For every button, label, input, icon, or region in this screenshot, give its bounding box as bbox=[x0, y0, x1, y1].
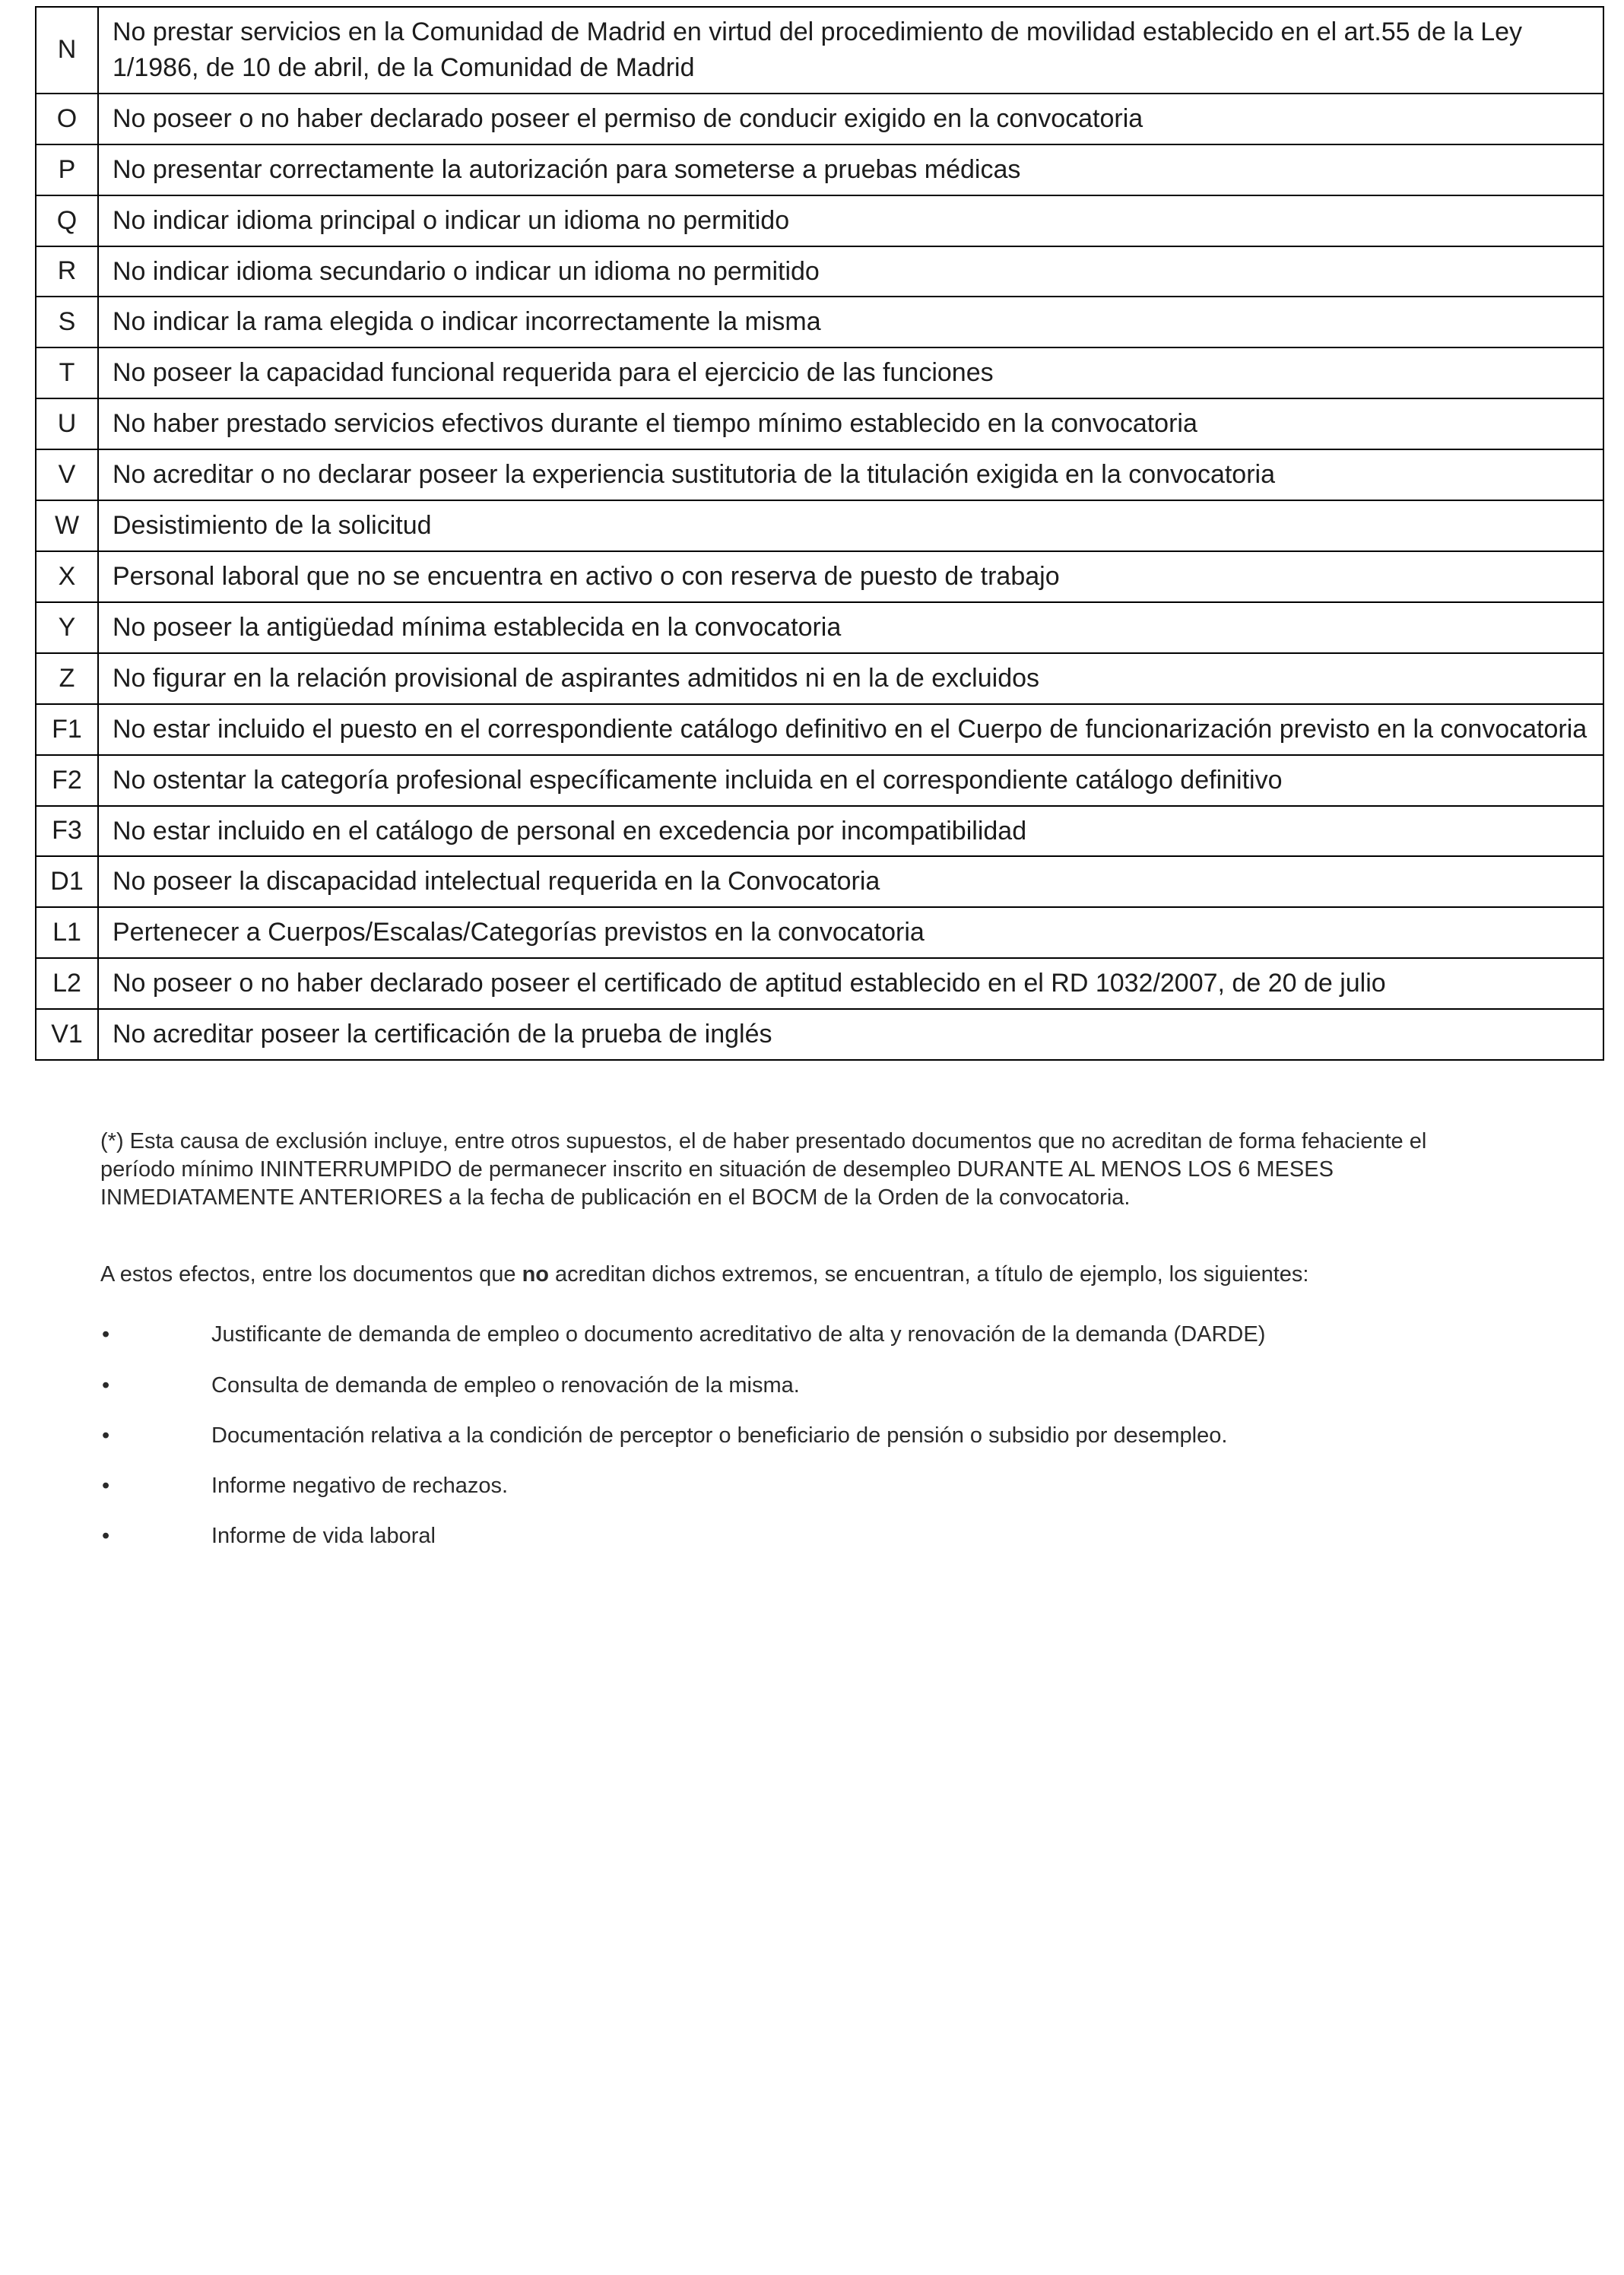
table-row bbox=[36, 7, 1603, 94]
row-code: F1 bbox=[36, 704, 98, 755]
table-row bbox=[36, 551, 1603, 602]
row-code: Z bbox=[36, 653, 98, 704]
row-code: X bbox=[36, 551, 98, 602]
list-item-text: Documentación relativa a la condición de perceptor o beneficiario de pensión o subsidio por desempleo. bbox=[211, 1423, 1228, 1448]
table-row bbox=[36, 602, 1603, 653]
row-description: No indicar idioma secundario o indicar un idioma no permitido bbox=[98, 246, 1603, 297]
list-item-text: Justificante de demanda de empleo o documento acreditativo de alta y renovación de la demanda (DARDE) bbox=[211, 1322, 1266, 1347]
list-item bbox=[100, 1372, 1469, 1399]
bullet-icon: • bbox=[102, 1474, 110, 1499]
table-row bbox=[36, 958, 1603, 1009]
table-row bbox=[36, 856, 1603, 907]
table-row bbox=[36, 94, 1603, 144]
row-code: W bbox=[36, 500, 98, 551]
row-description: No indicar la rama elegida o indicar incorrectamente la misma bbox=[98, 297, 1603, 347]
list-item-text: Informe negativo de rechazos. bbox=[211, 1474, 509, 1499]
row-description: No estar incluido en el catálogo de personal en excedencia por incompatibilidad bbox=[98, 806, 1603, 857]
row-code: T bbox=[36, 347, 98, 398]
table-row bbox=[36, 1009, 1603, 1060]
table-row bbox=[36, 806, 1603, 857]
table-row bbox=[36, 398, 1603, 449]
table-row bbox=[36, 297, 1603, 347]
row-description: No indicar idioma principal o indicar un idioma no permitido bbox=[98, 195, 1603, 246]
row-description: No estar incluido el puesto en el correspondiente catálogo definitivo en el Cuerpo de funcionarización previsto en la convocatoria bbox=[98, 704, 1603, 755]
table-row bbox=[36, 653, 1603, 704]
row-description: Personal laboral que no se encuentra en activo o con reserva de puesto de trabajo bbox=[98, 551, 1603, 602]
table-row bbox=[36, 246, 1603, 297]
row-code: F2 bbox=[36, 755, 98, 806]
row-description: Pertenecer a Cuerpos/Escalas/Categorías previstos en la convocatoria bbox=[98, 907, 1603, 958]
row-code: S bbox=[36, 297, 98, 347]
list-item-text: Informe de vida laboral bbox=[211, 1524, 436, 1549]
row-code: Q bbox=[36, 195, 98, 246]
row-code: N bbox=[36, 7, 98, 94]
intro-bold-word: no bbox=[522, 1262, 549, 1287]
table-row bbox=[36, 500, 1603, 551]
bullet-icon: • bbox=[102, 1372, 110, 1398]
list-item bbox=[100, 1472, 1469, 1499]
row-code: O bbox=[36, 94, 98, 144]
intro-text-after: acreditan dichos extremos, se encuentran, a título de ejemplo, los siguientes: bbox=[549, 1262, 1309, 1287]
row-description: No poseer la capacidad funcional requerida para el ejercicio de las funciones bbox=[98, 347, 1603, 398]
row-description: No haber prestado servicios efectivos durante el tiempo mínimo establecido en la convocatoria bbox=[98, 398, 1603, 449]
row-code: V1 bbox=[36, 1009, 98, 1060]
row-description: No prestar servicios en la Comunidad de Madrid en virtud del procedimiento de movilidad establecido en el art.55 de la Ley 1/1986, de 10 de abril, de la Comunidad de Madrid bbox=[98, 7, 1603, 94]
row-description: No poseer o no haber declarado poseer el certificado de aptitud establecido en el RD 1032/2007, de 20 de julio bbox=[98, 958, 1603, 1009]
table-row bbox=[36, 449, 1603, 500]
row-code: F3 bbox=[36, 806, 98, 857]
exclusion-codes-table bbox=[35, 6, 1604, 1061]
row-code: L1 bbox=[36, 907, 98, 958]
row-description: No poseer la antigüedad mínima establecida en la convocatoria bbox=[98, 602, 1603, 653]
list-item bbox=[100, 1522, 1469, 1550]
row-description: No acreditar poseer la certificación de la prueba de inglés bbox=[98, 1009, 1603, 1060]
bullet-icon: • bbox=[102, 1524, 110, 1549]
row-code: R bbox=[36, 246, 98, 297]
list-item bbox=[100, 1321, 1469, 1348]
table-row bbox=[36, 347, 1603, 398]
intro-text-before: A estos efectos, entre los documentos que bbox=[100, 1262, 522, 1287]
row-code: V bbox=[36, 449, 98, 500]
bullet-icon: • bbox=[102, 1322, 110, 1347]
row-description: No presentar correctamente la autorización para someterse a pruebas médicas bbox=[98, 144, 1603, 195]
row-code: D1 bbox=[36, 856, 98, 907]
table-row bbox=[36, 755, 1603, 806]
footnote-paragraph: (*) Esta causa de exclusión incluye, entre otros supuestos, el de haber presentado documentos que no acreditan de forma fehaciente el período mínimo ININTERRUMPIDO de permanecer inscrito en situación de desempleo DURANTE AL MENOS LOS 6 MESES INMEDIATAMENTE ANTERIORES a la fecha de publicación en el BOCM de la Orden de la convocatoria. bbox=[100, 1129, 1427, 1210]
table-row bbox=[36, 195, 1603, 246]
table-row bbox=[36, 704, 1603, 755]
row-description: Desistimiento de la solicitud bbox=[98, 500, 1603, 551]
row-code: Y bbox=[36, 602, 98, 653]
row-description: No poseer o no haber declarado poseer el permiso de conducir exigido en la convocatoria bbox=[98, 94, 1603, 144]
row-code: U bbox=[36, 398, 98, 449]
bullet-icon: • bbox=[102, 1423, 110, 1448]
row-description: No poseer la discapacidad intelectual requerida en la Convocatoria bbox=[98, 856, 1603, 907]
row-code: L2 bbox=[36, 958, 98, 1009]
intro-paragraph bbox=[100, 1261, 1469, 1289]
row-description: No figurar en la relación provisional de aspirantes admitidos ni en la de excluidos bbox=[98, 653, 1603, 704]
row-code: P bbox=[36, 144, 98, 195]
row-description: No acreditar o no declarar poseer la experiencia sustitutoria de la titulación exigida en la convocatoria bbox=[98, 449, 1603, 500]
table-row bbox=[36, 144, 1603, 195]
row-description: No ostentar la categoría profesional específicamente incluida en el correspondiente catálogo definitivo bbox=[98, 755, 1603, 806]
list-item bbox=[100, 1422, 1469, 1449]
list-item-text: Consulta de demanda de empleo o renovación de la misma. bbox=[211, 1372, 800, 1398]
example-documents-list bbox=[100, 1321, 1469, 1550]
notes-section bbox=[100, 1128, 1469, 1550]
table-row bbox=[36, 907, 1603, 958]
